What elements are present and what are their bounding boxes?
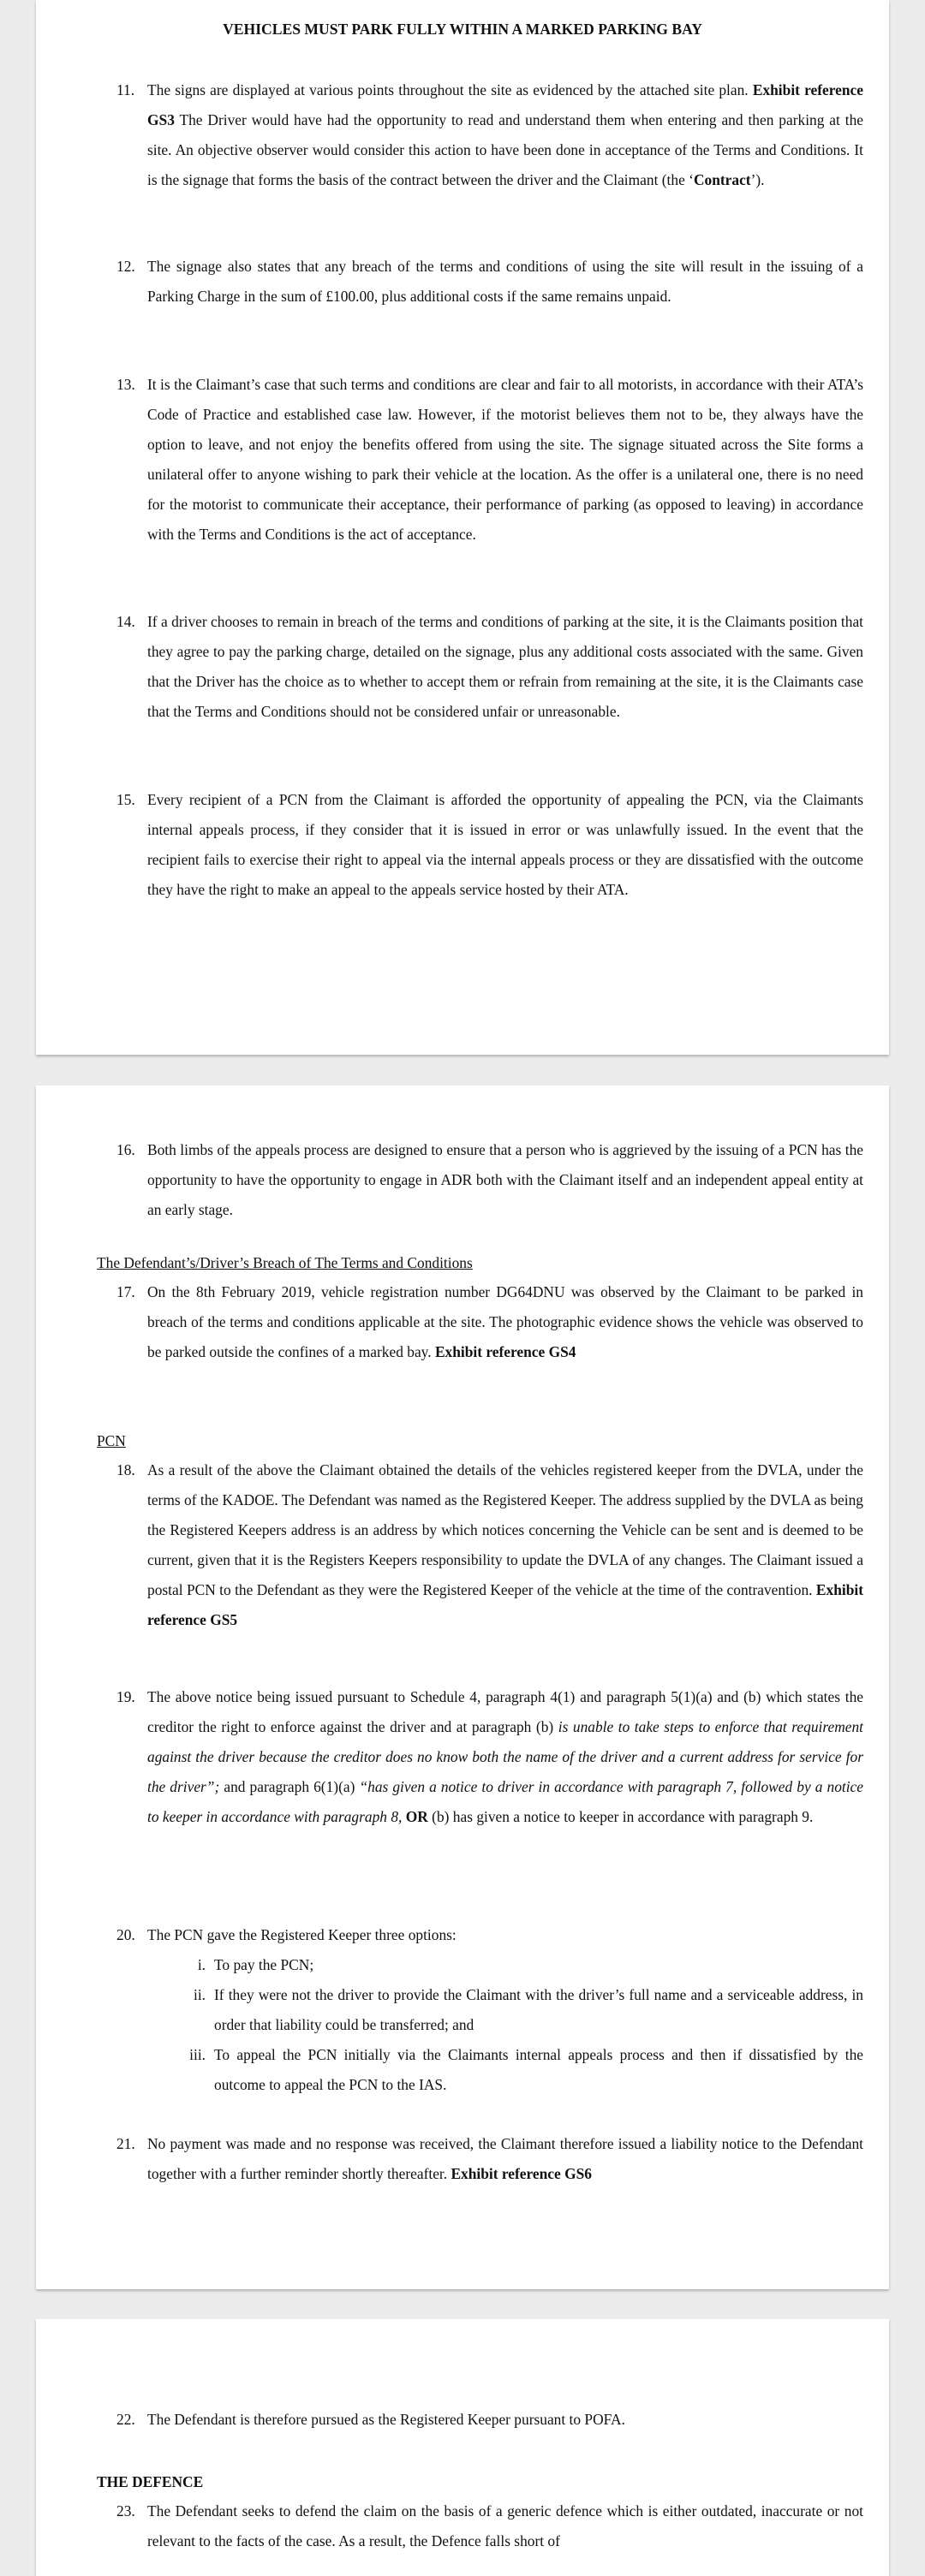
list-item-number: ii. — [193, 1986, 206, 2003]
paragraph-21 — [116, 2129, 863, 2189]
document-page-2 — [36, 1086, 889, 2289]
section-heading-defence: THE DEFENCE — [97, 2473, 204, 2490]
paragraph-number: 17. — [116, 1283, 135, 1300]
paragraph-text: (b) has given a notice to keeper in accordance with paragraph 9. — [427, 1808, 814, 1825]
list-item — [197, 1950, 863, 1980]
contract-term: Contract — [693, 171, 751, 188]
list-item — [193, 1980, 863, 2040]
paragraph-number: 11. — [116, 81, 135, 98]
section-heading-breach: The Defendant’s/Driver’s Breach of The Terms and Conditions — [97, 1254, 473, 1271]
paragraph-text: The signs are displayed at various points throughout the site as evidenced by the attached site plan. — [147, 81, 753, 98]
paragraph-number: 13. — [116, 376, 135, 393]
paragraph-12 — [116, 252, 863, 312]
paragraph-number: 14. — [116, 613, 135, 630]
paragraph-number: 23. — [116, 2502, 135, 2519]
paragraph-number: 12. — [116, 258, 135, 275]
paragraph-17 — [116, 1277, 863, 1367]
paragraph-22 — [116, 2405, 863, 2435]
quoted-text: is unable to take steps to enforce that requirement against the driver because the creditor does no know both the name of the driver and a current address for service for the driver”; — [147, 1718, 864, 1795]
paragraph-15 — [116, 785, 863, 905]
paragraph-text: The Driver would have had the opportunity to read and understand them when entering and then parking at the site. An objective observer would consider this action to have been done in acceptance of the Terms and Conditions. It is the signage that forms the basis of the contract between the driver and the Claimant (the ‘ — [147, 111, 863, 188]
options-list — [189, 1950, 863, 2100]
document-page-1 — [36, 0, 889, 1055]
list-item — [189, 2040, 863, 2100]
list-item-text: To appeal the PCN initially via the Claimants internal appeals process and then if dissatisfied by the outcome to appeal the PCN to the IAS. — [214, 2046, 863, 2093]
paragraph-number: 16. — [116, 1141, 135, 1158]
paragraph-11 — [116, 75, 863, 195]
paragraph-23 — [116, 2496, 863, 2556]
paragraph-text: No payment was made and no response was received, the Claimant therefore issued a liability notice to the Defendant together with a further reminder shortly thereafter. — [147, 2135, 863, 2182]
paragraph-number: 20. — [116, 1926, 135, 1943]
paragraph-text: Both limbs of the appeals process are designed to ensure that a person who is aggrieved by the issuing of a PCN has the opportunity to have the opportunity to engage in ADR both with the Claimant itself and an independent appeal entity at an early stage. — [147, 1141, 863, 1218]
paragraph-text: ’). — [750, 171, 765, 188]
paragraph-13 — [116, 370, 863, 550]
paragraph-14 — [116, 607, 863, 727]
paragraph-text: It is the Claimant’s case that such terms and conditions are clear and fair to all motorists, in accordance with their ATA’s Code of Practice and established case law. However, if the motorist believes them not to be, they always have the option to leave, and not enjoy the benefits offered from using the site. The signage situated across the Site forms a unilateral offer to anyone wishing to park their vehicle at the location. As the offer is a unilateral one, there is no need for the motorist to communicate their acceptance, their performance of parking (as opposed to leaving) in accordance with the Terms and Conditions is the act of acceptance. — [147, 376, 863, 543]
paragraph-number: 19. — [116, 1688, 135, 1705]
document-page-3 — [36, 2319, 889, 2576]
list-item-text: To pay the PCN; — [214, 1956, 314, 1973]
section-heading-parking-bay: VEHICLES MUST PARK FULLY WITHIN A MARKED PARKING BAY — [223, 21, 702, 38]
paragraph-text: The Defendant is therefore pursued as the Registered Keeper pursuant to POFA. — [147, 2411, 625, 2428]
exhibit-reference: Exhibit reference GS4 — [434, 1343, 576, 1360]
paragraph-16 — [116, 1135, 863, 1225]
list-item-number: iii. — [189, 2046, 206, 2063]
paragraph-19 — [116, 1682, 864, 1832]
paragraph-text: The PCN gave the Registered Keeper three options: — [147, 1926, 457, 1943]
paragraph-text: On the 8th February 2019, vehicle registration number DG64DNU was observed by the Claimant to be parked in breach of the terms and conditions applicable at the site. The photographic evidence shows the vehicle was observed to be parked outside the confines of a marked bay. — [147, 1283, 863, 1360]
paragraph-text: If a driver chooses to remain in breach of the terms and conditions of parking at the site, it is the Claimants position that they agree to pay the parking charge, detailed on the signage, plus any additional costs associated with the same. Given that the Driver has the choice as to whether to accept them or refrain from remaining at the site, it is the Claimants case that the Terms and Conditions should not be considered unfair or unreasonable. — [147, 613, 863, 720]
list-item-text: If they were not the driver to provide the Claimant with the driver’s full name and a serviceable address, in order that liability could be transferred; and — [214, 1986, 863, 2033]
paragraph-text: Every recipient of a PCN from the Claimant is afforded the opportunity of appealing the PCN, via the Claimants internal appeals process, if they consider that it is issued in error or was unlawfully issued. In the event that the recipient fails to exercise their right to appeal via the internal appeals process or they are dissatisfied with the outcome they have the right to make an appeal to the appeals service hosted by their ATA. — [147, 791, 863, 898]
exhibit-reference: Exhibit reference GS5 — [147, 1581, 863, 1628]
paragraph-text: The Defendant seeks to defend the claim on the basis of a generic defence which is either outdated, inaccurate or not relevant to the facts of the case. As a result, the Defence falls short of — [147, 2502, 863, 2549]
paragraph-20 — [116, 1920, 863, 1950]
paragraph-text: The signage also states that any breach of the terms and conditions of using the site will result in the issuing of a Parking Charge in the sum of £100.00, plus additional costs if the same remains unpaid. — [147, 258, 863, 305]
paragraph-text: and paragraph 6(1)(a) — [219, 1778, 360, 1795]
exhibit-reference: Exhibit reference GS6 — [451, 2165, 592, 2182]
quoted-text: “has given a notice to driver in accordance with paragraph 7, followed by a notice to keeper in accordance with paragraph 8, — [147, 1778, 863, 1825]
or-keyword: OR — [405, 1808, 428, 1825]
paragraph-number: 18. — [116, 1461, 135, 1478]
paragraph-number: 22. — [116, 2411, 135, 2428]
exhibit-reference: Exhibit reference GS3 — [147, 81, 863, 128]
paragraph-number: 21. — [116, 2135, 135, 2152]
paragraph-text: The above notice being issued pursuant to Schedule 4, paragraph 4(1) and paragraph 5(1)(a) and (b) which states the creditor the right to enforce against the driver and at paragraph (b) — [147, 1688, 863, 1735]
paragraph-text: As a result of the above the Claimant obtained the details of the vehicles registered keeper from the DVLA, under the terms of the KADOE. The Defendant was named as the Registered Keeper. The address supplied by the DVLA as being the Registered Keepers address is an address by which notices concerning the Vehicle can be sent and is deemed to be current, given that it is the Registers Keepers responsibility to update the DVLA of any changes. The Claimant issued a postal PCN to the Defendant as they were the Registered Keeper of the vehicle at the time of the contravention. — [147, 1461, 863, 1598]
list-item-number: i. — [197, 1956, 206, 1973]
section-heading-pcn: PCN — [97, 1432, 126, 1449]
paragraph-number: 15. — [116, 791, 135, 808]
paragraph-18 — [116, 1455, 863, 1635]
